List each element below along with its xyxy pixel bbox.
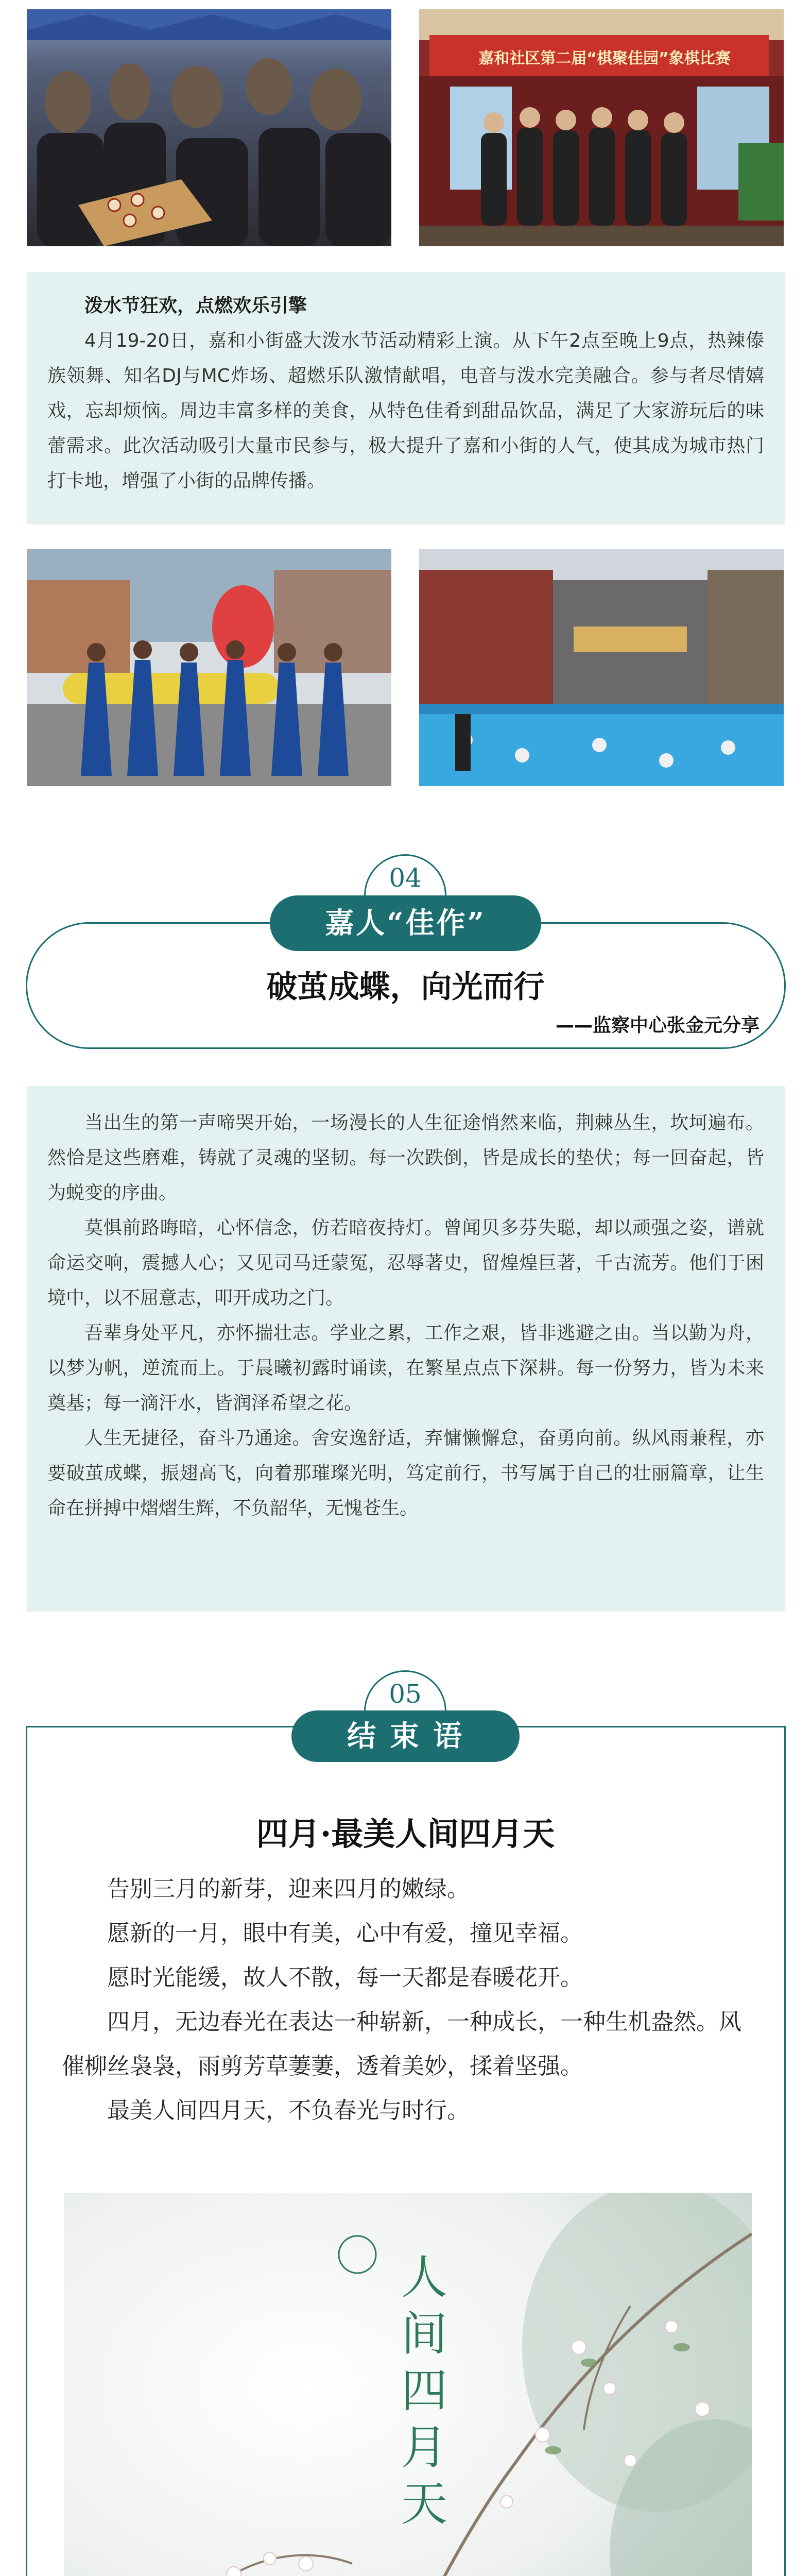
photo-water-pool	[419, 549, 784, 786]
poem-line-1: 告别三月的新芽，迎来四月的嫩绿。	[107, 1876, 470, 1902]
section-04-title: 破茧成蝶，向光而行	[266, 969, 545, 1005]
art-char-5: 天	[401, 2477, 447, 2531]
art-char-2: 间	[401, 2307, 447, 2361]
poem-line-2: 愿新的一月，眼中有美，心中有爱，撞见幸福。	[107, 1920, 583, 1946]
poem-line-3: 愿时光能缓，故人不散，每一天都是春暖花开。	[107, 1964, 583, 1991]
card-title: 泼水节狂欢，点燃欢乐引擎	[84, 295, 307, 316]
section-05-number: 05	[389, 1679, 422, 1709]
section-05-title: 四月·最美人间四月天	[256, 1815, 555, 1853]
banner-text: 嘉和社区第二届“棋聚佳园”象棋比赛	[478, 49, 731, 67]
essay-paragraph-3: 吾辈身处平凡，亦怀揣壮志。学业之累，工作之艰，皆非逃避之由。当以勤为舟，以梦为帆，逆流而上。于晨曦初露时诵读，在繁星点点下深耕。每一份努力，皆为未来奠基；每一滴汗水，皆润泽希望之花。	[47, 1323, 764, 1414]
art-char-3: 四	[401, 2364, 447, 2418]
section-04-heading: 嘉人“佳作”	[270, 895, 541, 951]
section-04-number: 04	[389, 863, 422, 893]
spring-art-image	[64, 2193, 752, 2576]
photo-chess-award-ceremony	[419, 9, 784, 246]
card-body: 4月19-20日，嘉和小街盛大泼水节活动精彩上演。从下午2点至晚上9点，热辣傣族领舞、知名DJ与MC炸场、超燃乐队激情献唱，电音与泼水完美融合。参与者尽情嬉戏，忘却烦恼。周边丰富多样的美食，从特色佳肴到甜品饮品，满足了大家游玩后的味蕾需求。此次活动吸引大量市民参与，极大提升了嘉和小街的人气，使其成为城市热门打卡地，增强了小街的品牌传播。	[47, 330, 764, 492]
photo-chess-players	[27, 9, 391, 246]
closing-poem	[62, 1867, 752, 2133]
section-05-number-badge	[364, 1670, 446, 1711]
essay-paragraph-1: 当出生的第一声啼哭开始，一场漫长的人生征途悄然来临，荆棘丛生，坎坷遍布。然恰是这些磨难，铸就了灵魂的坚韧。每一次跌倒，皆是成长的垫伏；每一回奋起，皆为蜕变的序曲。	[47, 1112, 764, 1204]
essay-paragraph-4: 人生无捷径，奋斗乃通途。舍安逸舒适，弃慵懒懈怠，奋勇向前。纵风雨兼程，亦要破茧成蝶，振翅高飞，向着那璀璨光明，笃定前行，书写属于自己的壮丽篇章，让生命在拼搏中熠熠生辉，不负韶华，无愧苍生。	[47, 1428, 764, 1519]
art-char-4: 月	[401, 2420, 447, 2475]
section-04-number-badge	[364, 854, 446, 895]
essay-card	[27, 1086, 785, 1612]
section-05-heading: 结 束 语	[291, 1710, 520, 1762]
water-festival-card	[27, 272, 785, 524]
poem-line-4: 四月，无边春光在表达一种崭新，一种成长，一种生机盎然。风催柳丝袅袅，雨剪芳草萋萋，透着美妙，揉着坚强。	[62, 2009, 741, 2079]
spring-art-title	[388, 2249, 460, 2533]
art-char-1: 人	[401, 2250, 447, 2304]
poem-line-5: 最美人间四月天，不负春光与时行。	[107, 2097, 470, 2124]
photo-dancers	[27, 549, 391, 786]
section-04-byline: ——监察中心张金元分享	[555, 1015, 760, 1036]
essay-paragraph-2: 莫惧前路晦暗，心怀信念，仿若暗夜持灯。曾闻贝多芬失聪，却以顽强之姿，谱就命运交响，震撼人心；又见司马迁蒙冤，忍辱著史，留煌煌巨著，千古流芳。他们于困境中，以不屈意志，叩开成功之门。	[47, 1217, 764, 1309]
